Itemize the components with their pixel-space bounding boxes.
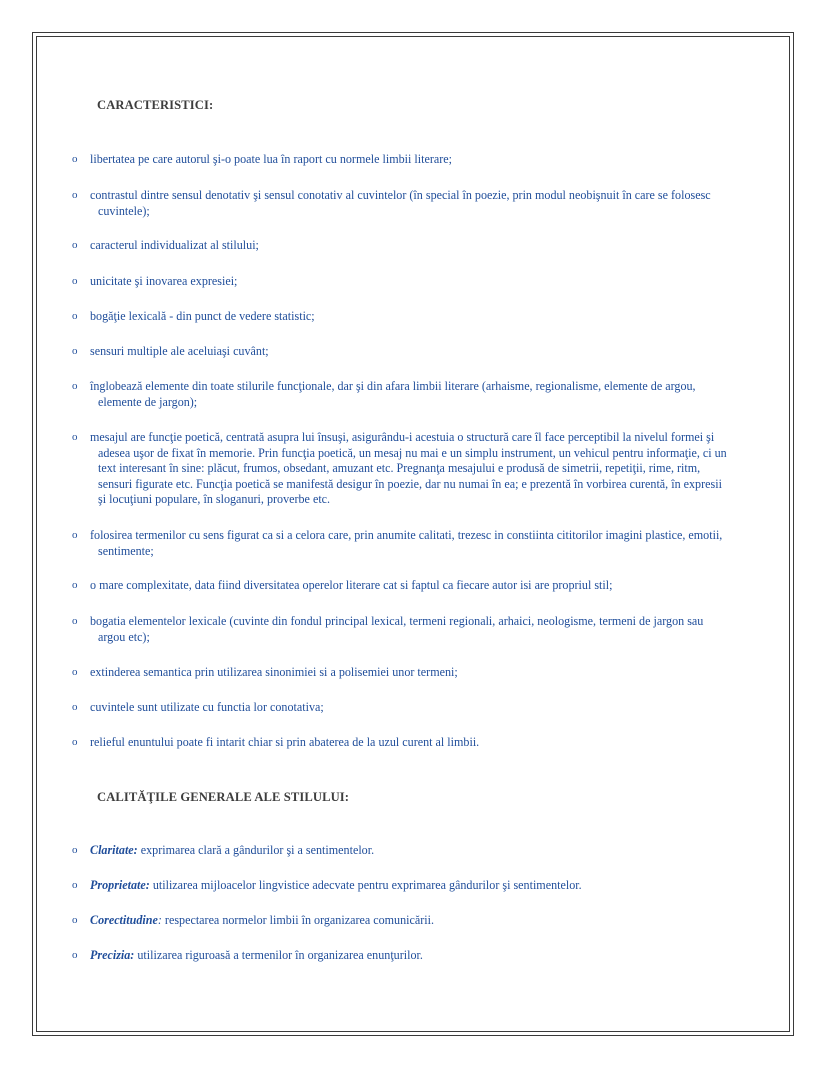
bullet-icon: o (72, 239, 78, 251)
characteristic-item (72, 152, 730, 168)
characteristic-item (72, 700, 730, 716)
quality-description: exprimarea clară a gândurilor şi a sentimentelor. (137, 843, 375, 857)
bullet-icon: o (72, 879, 78, 891)
quality-term: Corectitudine (90, 913, 158, 927)
characteristic-text: unicitate şi inovarea expresiei; (90, 274, 238, 288)
characteristic-item (72, 238, 730, 254)
bullet-icon: o (72, 189, 78, 201)
characteristic-item (72, 344, 730, 360)
characteristic-text: relieful enuntului poate fi intarit chiar si prin abaterea de la uzul curent al limbii. (90, 735, 480, 749)
characteristic-item (72, 735, 730, 751)
characteristic-text: extinderea semantica prin utilizarea sinonimiei si a polisemiei unor termeni; (90, 665, 458, 679)
quality-text (90, 878, 730, 894)
characteristic-item (72, 379, 730, 410)
characteristics-heading: CARACTERISTICI: (97, 98, 214, 112)
characteristic-item (72, 528, 730, 559)
characteristic-text: o mare complexitate, data fiind diversitatea operelor literare cat si faptul ca fiecare autor isi are propriul stil; (90, 578, 613, 592)
quality-term: Precizia: (90, 948, 135, 962)
characteristic-item (72, 614, 730, 645)
bullet-icon: o (72, 345, 78, 357)
characteristic-text: contrastul dintre sensul denotativ şi sensul conotativ al cuvintelor (în special în poezie, prin modul neobişnuit în care se folosesc cuvintele); (90, 188, 711, 218)
bullet-icon: o (72, 431, 78, 443)
quality-text (90, 913, 730, 929)
bullet-icon: o (72, 914, 78, 926)
characteristic-text: mesajul are funcţie poetică, centrată asupra lui însuşi, asigurându-i acestuia o structură care îl face perceptibil la nivelul formei şi adesea uşor de fixat în memorie. Prin funcţia poetică, un mesaj nu mai e un simplu instrument, un vehicul pentru informaţie, ci un text interesant în sine: plăcut, frumos, obsedant, amuzant etc. Pregnanţa mesajului e produsă de simetrii, repetiţii, rime, ritm, sensuri figurate etc. Funcţia poetică se manifestă desigur în poezie, dar nu numai în ea; e prezentă în vorbirea curentă, în expresii şi locuţiuni populare, în sloganuri, proverbe etc. (90, 430, 727, 507)
bullet-icon: o (72, 275, 78, 287)
characteristic-item (72, 430, 730, 508)
characteristic-item (72, 578, 730, 594)
characteristic-text: sensuri multiple ale aceluiaşi cuvânt; (90, 344, 269, 358)
bullet-icon: o (72, 666, 78, 678)
quality-term: Claritate: (90, 843, 138, 857)
characteristic-text: cuvintele sunt utilizate cu functia lor conotativa; (90, 700, 324, 714)
quality-description: utilizarea riguroasă a termenilor în organizarea enunţurilor. (134, 948, 423, 962)
characteristic-text: folosirea termenilor cu sens figurat ca si a celora care, prin anumite calitati, trezesc in constiinta cititorilor imagini plastice, emotii, sentimente; (90, 528, 723, 558)
quality-text (90, 843, 730, 859)
characteristic-text: libertatea pe care autorul şi-o poate lua în raport cu normele limbii literare; (90, 152, 452, 166)
quality-text (90, 948, 730, 964)
characteristic-item (72, 309, 730, 325)
bullet-icon: o (72, 153, 78, 165)
quality-term: Proprietate: (90, 878, 150, 892)
bullet-icon: o (72, 579, 78, 591)
bullet-icon: o (72, 844, 78, 856)
quality-item (72, 913, 730, 929)
qualities-heading: CALITĂŢILE GENERALE ALE STILULUI: (97, 790, 350, 804)
characteristic-item (72, 665, 730, 681)
characteristic-item (72, 274, 730, 290)
characteristic-text: bogăţie lexicală - din punct de vedere statistic; (90, 309, 315, 323)
bullet-icon: o (72, 529, 78, 541)
quality-description: utilizarea mijloacelor lingvistice adecvate pentru exprimarea gândurilor şi sentimentelor. (149, 878, 582, 892)
quality-description: respectarea normelor limbii în organizarea comunicării. (161, 913, 435, 927)
characteristic-text: înglobează elemente din toate stilurile funcţionale, dar şi din afara limbii literare (arhaisme, regionalisme, elemente de argou, elemente de jargon); (90, 379, 696, 409)
bullet-icon: o (72, 310, 78, 322)
characteristic-item (72, 188, 730, 219)
quality-separator: : (157, 913, 162, 927)
quality-item (72, 843, 730, 859)
quality-item (72, 878, 730, 894)
bullet-icon: o (72, 615, 78, 627)
bullet-icon: o (72, 949, 78, 961)
quality-item (72, 948, 730, 964)
bullet-icon: o (72, 736, 78, 748)
characteristic-text: bogatia elementelor lexicale (cuvinte din fondul principal lexical, termeni regionali, arhaici, neologisme, termeni de jargon sau argou etc); (90, 614, 704, 644)
characteristic-text: caracterul individualizat al stilului; (90, 238, 259, 252)
bullet-icon: o (72, 701, 78, 713)
bullet-icon: o (72, 380, 78, 392)
